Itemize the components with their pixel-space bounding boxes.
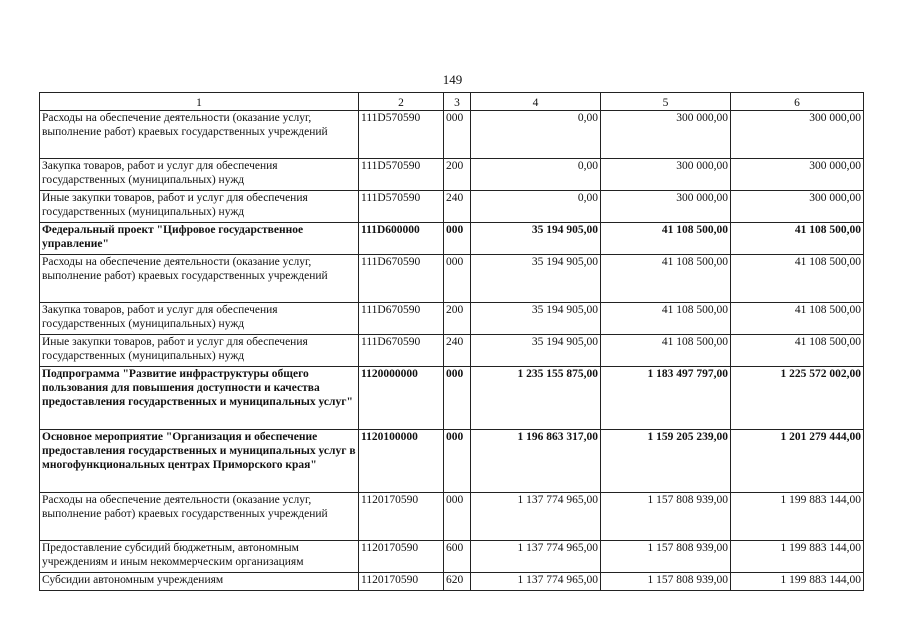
row-expense-type: 000 (444, 223, 471, 255)
row-value-col4: 35 194 905,00 (471, 303, 601, 335)
row-expense-type: 620 (444, 573, 471, 591)
row-code: 111D670590 (359, 303, 444, 335)
row-value-col5: 300 000,00 (601, 159, 731, 191)
row-expense-type: 000 (444, 255, 471, 303)
header-col-2: 2 (359, 93, 444, 111)
row-value-col6: 41 108 500,00 (731, 223, 864, 255)
row-value-col5: 1 159 205 239,00 (601, 430, 731, 493)
row-value-col5: 300 000,00 (601, 111, 731, 159)
row-value-col6: 41 108 500,00 (731, 335, 864, 367)
row-name: Федеральный проект "Цифровое государственное управление" (40, 223, 359, 255)
row-expense-type: 000 (444, 111, 471, 159)
row-value-col4: 1 196 863 317,00 (471, 430, 601, 493)
header-col-1: 1 (40, 93, 359, 111)
row-name: Иные закупки товаров, работ и услуг для обеспечения государственных (муниципальных) нужд (40, 335, 359, 367)
row-value-col4: 35 194 905,00 (471, 335, 601, 367)
row-name: Закупка товаров, работ и услуг для обеспечения государственных (муниципальных) нужд (40, 159, 359, 191)
row-value-col6: 41 108 500,00 (731, 255, 864, 303)
row-value-col4: 0,00 (471, 159, 601, 191)
header-col-3: 3 (444, 93, 471, 111)
row-code: 1120170590 (359, 541, 444, 573)
row-code: 111D570590 (359, 111, 444, 159)
row-name: Субсидии автономным учреждениям (40, 573, 359, 591)
row-value-col6: 1 225 572 002,00 (731, 367, 864, 430)
row-name: Расходы на обеспечение деятельности (оказание услуг, выполнение работ) краевых государственных учреждений (40, 255, 359, 303)
row-code: 111D670590 (359, 335, 444, 367)
row-expense-type: 200 (444, 159, 471, 191)
row-value-col5: 1 183 497 797,00 (601, 367, 731, 430)
row-expense-type: 240 (444, 335, 471, 367)
row-value-col5: 41 108 500,00 (601, 223, 731, 255)
row-value-col6: 1 199 883 144,00 (731, 573, 864, 591)
row-value-col5: 1 157 808 939,00 (601, 541, 731, 573)
row-value-col4: 1 137 774 965,00 (471, 493, 601, 541)
table-row (40, 303, 864, 335)
row-name: Расходы на обеспечение деятельности (оказание услуг, выполнение работ) краевых государственных учреждений (40, 111, 359, 159)
row-code: 1120170590 (359, 493, 444, 541)
header-col-5: 5 (601, 93, 731, 111)
row-code: 111D670590 (359, 255, 444, 303)
row-value-col6: 41 108 500,00 (731, 303, 864, 335)
table-row (40, 223, 864, 255)
row-expense-type: 200 (444, 303, 471, 335)
row-value-col6: 300 000,00 (731, 191, 864, 223)
table-row (40, 111, 864, 159)
row-expense-type: 000 (444, 430, 471, 493)
table-row (40, 255, 864, 303)
row-value-col5: 300 000,00 (601, 191, 731, 223)
row-value-col5: 1 157 808 939,00 (601, 573, 731, 591)
header-col-6: 6 (731, 93, 864, 111)
budget-table (39, 92, 864, 591)
row-name: Предоставление субсидий бюджетным, автономным учреждениям и иным некоммерческим организациям (40, 541, 359, 573)
header-row (40, 93, 864, 111)
row-code: 1120000000 (359, 367, 444, 430)
row-value-col6: 300 000,00 (731, 159, 864, 191)
row-name: Подпрограмма "Развитие инфраструктуры общего пользования для повышения доступности и качества предоставления государственных и муниципальных услуг" (40, 367, 359, 430)
row-code: 1120100000 (359, 430, 444, 493)
row-value-col4: 0,00 (471, 111, 601, 159)
row-code: 1120170590 (359, 573, 444, 591)
row-code: 111D570590 (359, 159, 444, 191)
row-value-col4: 1 137 774 965,00 (471, 541, 601, 573)
row-name: Иные закупки товаров, работ и услуг для обеспечения государственных (муниципальных) нужд (40, 191, 359, 223)
row-value-col6: 300 000,00 (731, 111, 864, 159)
row-expense-type: 240 (444, 191, 471, 223)
page-number: 149 (442, 72, 463, 87)
table-row (40, 335, 864, 367)
table-row (40, 159, 864, 191)
row-value-col5: 41 108 500,00 (601, 335, 731, 367)
row-code: 111D600000 (359, 223, 444, 255)
table-row (40, 191, 864, 223)
row-expense-type: 000 (444, 493, 471, 541)
table-row (40, 493, 864, 541)
row-expense-type: 600 (444, 541, 471, 573)
row-value-col5: 41 108 500,00 (601, 303, 731, 335)
budget-table-body (40, 93, 864, 591)
table-row (40, 430, 864, 493)
row-expense-type: 000 (444, 367, 471, 430)
row-name: Расходы на обеспечение деятельности (оказание услуг, выполнение работ) краевых государственных учреждений (40, 493, 359, 541)
row-value-col5: 41 108 500,00 (601, 255, 731, 303)
table-row (40, 573, 864, 591)
row-value-col4: 35 194 905,00 (471, 255, 601, 303)
row-value-col4: 35 194 905,00 (471, 223, 601, 255)
row-value-col4: 0,00 (471, 191, 601, 223)
table-row (40, 367, 864, 430)
row-value-col6: 1 199 883 144,00 (731, 493, 864, 541)
row-name: Закупка товаров, работ и услуг для обеспечения государственных (муниципальных) нужд (40, 303, 359, 335)
table-row (40, 541, 864, 573)
row-value-col6: 1 199 883 144,00 (731, 541, 864, 573)
row-value-col5: 1 157 808 939,00 (601, 493, 731, 541)
header-col-4: 4 (471, 93, 601, 111)
row-code: 111D570590 (359, 191, 444, 223)
row-value-col6: 1 201 279 444,00 (731, 430, 864, 493)
row-name: Основное мероприятие "Организация и обеспечение предоставления государственных и муниципальных услуг в многофункциональных центрах Приморского края" (40, 430, 359, 493)
row-value-col4: 1 235 155 875,00 (471, 367, 601, 430)
row-value-col4: 1 137 774 965,00 (471, 573, 601, 591)
